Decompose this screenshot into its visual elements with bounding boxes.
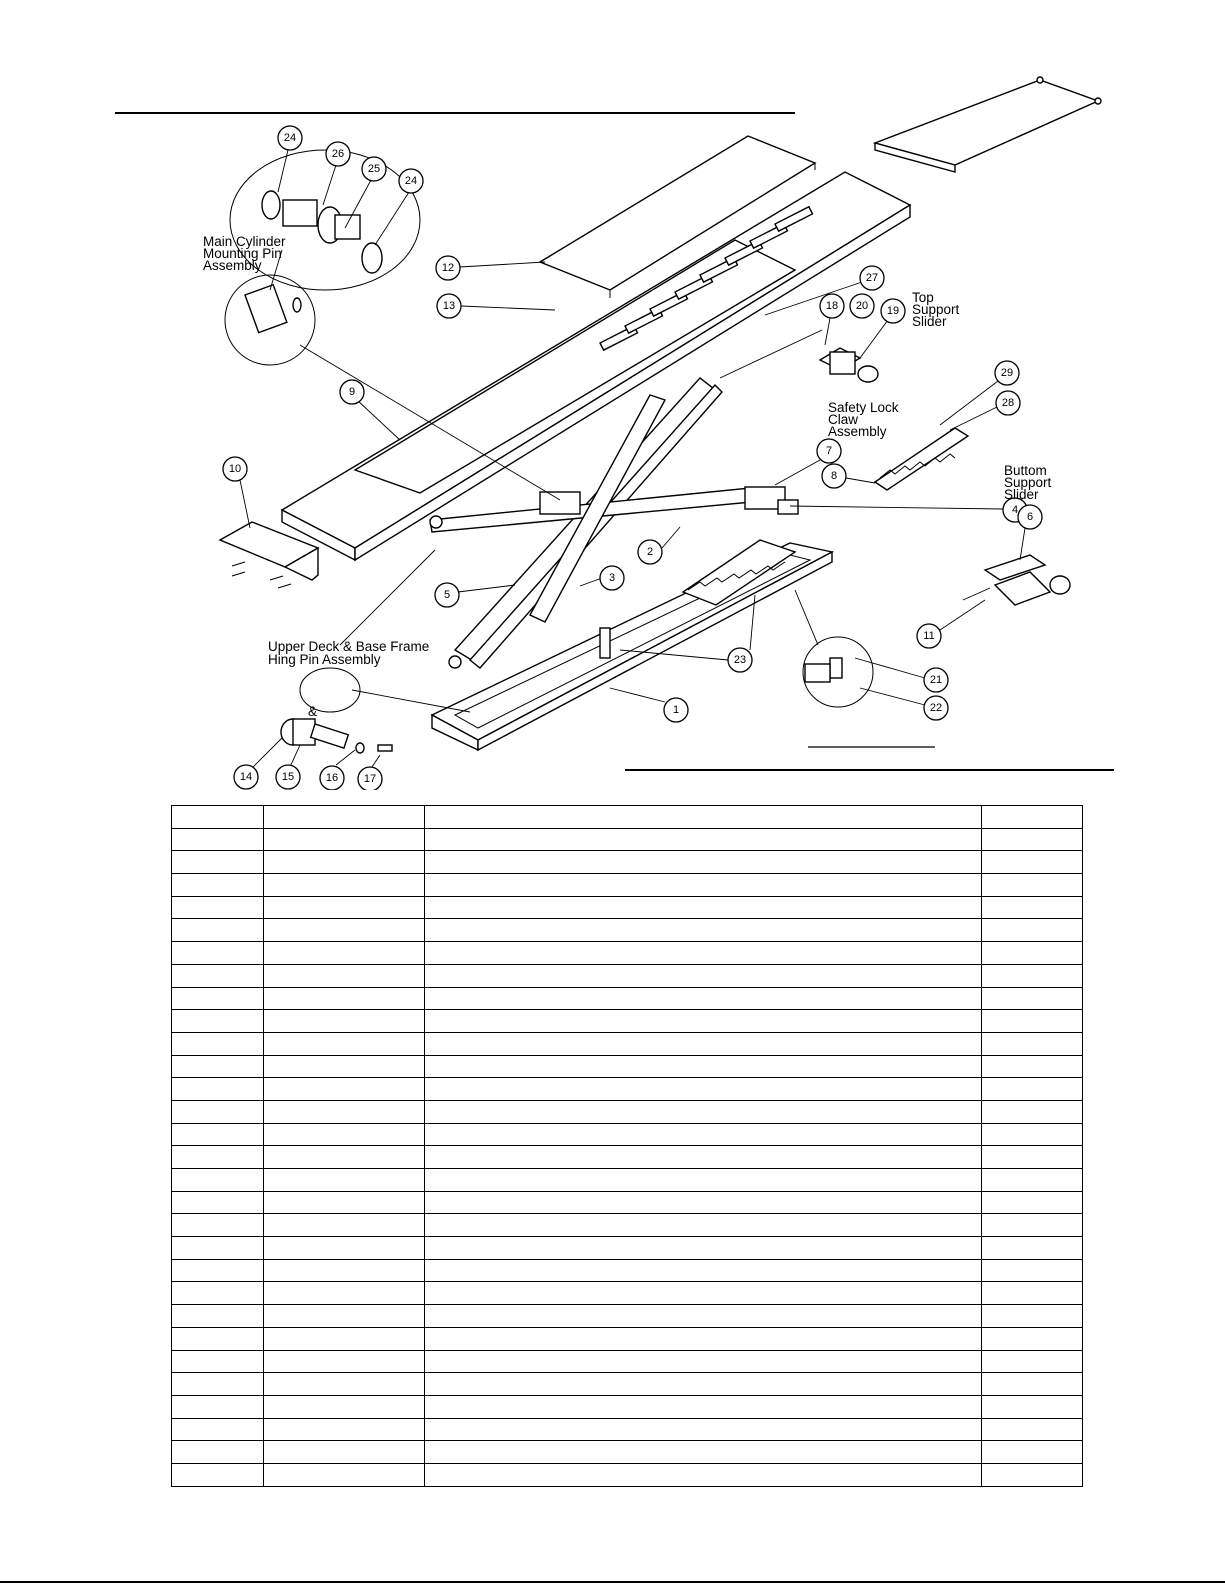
callout-3 bbox=[580, 566, 624, 590]
parts-list-table bbox=[171, 805, 1083, 1487]
svg-text:25: 25 bbox=[367, 163, 381, 175]
table-cell bbox=[172, 896, 264, 919]
table-cell bbox=[982, 1123, 1083, 1146]
table-cell bbox=[172, 806, 264, 829]
table-cell bbox=[982, 1373, 1083, 1396]
svg-text:12: 12 bbox=[441, 262, 455, 274]
svg-text:Slider: Slider bbox=[912, 314, 947, 329]
table-row bbox=[172, 828, 1083, 851]
table-cell bbox=[172, 1032, 264, 1055]
table-cell bbox=[982, 1169, 1083, 1192]
table-row bbox=[172, 874, 1083, 897]
table-cell bbox=[982, 987, 1083, 1010]
table-cell bbox=[982, 1282, 1083, 1305]
callout-28 bbox=[950, 391, 1020, 430]
table-cell bbox=[982, 1350, 1083, 1373]
svg-text:4: 4 bbox=[1011, 504, 1019, 516]
svg-text:3: 3 bbox=[608, 572, 616, 584]
table-cell bbox=[425, 1237, 982, 1260]
callout-8 bbox=[822, 464, 875, 488]
table-cell bbox=[172, 1055, 264, 1078]
svg-text:Assembly: Assembly bbox=[828, 424, 887, 439]
svg-text:9: 9 bbox=[348, 386, 356, 398]
table-cell bbox=[172, 1441, 264, 1464]
svg-text:27: 27 bbox=[865, 272, 879, 284]
exploded-parts-diagram bbox=[0, 0, 1225, 790]
callout-24b bbox=[375, 169, 423, 245]
table-cell bbox=[425, 896, 982, 919]
callout-14 bbox=[234, 738, 282, 789]
table-cell bbox=[264, 1146, 425, 1169]
table-cell bbox=[172, 1327, 264, 1350]
callout-21 bbox=[855, 658, 948, 692]
callout-22 bbox=[860, 688, 948, 720]
table-cell bbox=[982, 874, 1083, 897]
svg-text:2: 2 bbox=[646, 546, 654, 558]
callout-4 bbox=[790, 498, 1027, 522]
svg-text:Hing Pin Assembly: Hing Pin Assembly bbox=[268, 652, 381, 667]
table-cell bbox=[982, 1032, 1083, 1055]
callout-16 bbox=[320, 750, 355, 790]
table-row bbox=[172, 1146, 1083, 1169]
table-row bbox=[172, 1305, 1083, 1328]
svg-text:18: 18 bbox=[825, 300, 839, 312]
table-cell bbox=[982, 919, 1083, 942]
table-cell bbox=[425, 1191, 982, 1214]
label-bottom-support bbox=[1004, 463, 1052, 502]
table-row bbox=[172, 919, 1083, 942]
table-cell bbox=[172, 964, 264, 987]
table-cell bbox=[425, 1169, 982, 1192]
svg-text:15: 15 bbox=[281, 771, 295, 783]
table-cell bbox=[264, 1191, 425, 1214]
table-row bbox=[172, 1373, 1083, 1396]
svg-text:Top: Top bbox=[912, 290, 934, 305]
svg-text:17: 17 bbox=[363, 773, 377, 785]
table-cell bbox=[264, 1100, 425, 1123]
table-cell bbox=[172, 828, 264, 851]
label-hinge-pin bbox=[268, 639, 429, 667]
svg-text:22: 22 bbox=[929, 702, 943, 714]
table-cell bbox=[425, 1078, 982, 1101]
table-cell bbox=[982, 851, 1083, 874]
table-cell bbox=[264, 1327, 425, 1350]
table-cell bbox=[264, 942, 425, 965]
table-cell bbox=[172, 1146, 264, 1169]
table-row bbox=[172, 1214, 1083, 1237]
table-row bbox=[172, 1418, 1083, 1441]
callout-18 bbox=[820, 294, 844, 345]
table-cell bbox=[264, 1373, 425, 1396]
svg-text:24: 24 bbox=[283, 132, 297, 144]
table-cell bbox=[425, 1123, 982, 1146]
table-cell bbox=[982, 828, 1083, 851]
table-cell bbox=[172, 1305, 264, 1328]
table-cell bbox=[425, 1214, 982, 1237]
table-cell bbox=[425, 1305, 982, 1328]
svg-text:Main Cylinder: Main Cylinder bbox=[203, 234, 286, 249]
table-cell bbox=[425, 987, 982, 1010]
bottom-support-slider bbox=[985, 555, 1070, 605]
svg-text:Buttom: Buttom bbox=[1004, 463, 1047, 478]
svg-text:Slider: Slider bbox=[1004, 487, 1039, 502]
table-cell bbox=[172, 1259, 264, 1282]
pin-detail bbox=[803, 637, 873, 707]
table-cell bbox=[264, 1350, 425, 1373]
table-cell bbox=[264, 1055, 425, 1078]
table-row bbox=[172, 806, 1083, 829]
table-cell bbox=[264, 1078, 425, 1101]
table-row bbox=[172, 1078, 1083, 1101]
callout-2 bbox=[638, 527, 680, 564]
svg-text:6: 6 bbox=[1026, 511, 1034, 523]
table-cell bbox=[982, 1214, 1083, 1237]
table-cell bbox=[172, 851, 264, 874]
svg-text:26: 26 bbox=[331, 148, 345, 160]
table-cell bbox=[264, 851, 425, 874]
table-cell bbox=[172, 1395, 264, 1418]
table-cell bbox=[264, 1032, 425, 1055]
svg-text:20: 20 bbox=[855, 300, 869, 312]
callout-25 bbox=[345, 157, 386, 228]
table-cell bbox=[264, 987, 425, 1010]
callout-13 bbox=[437, 294, 555, 318]
table-cell bbox=[264, 1282, 425, 1305]
table-row bbox=[172, 1463, 1083, 1486]
table-cell bbox=[982, 806, 1083, 829]
table-cell bbox=[172, 1214, 264, 1237]
table-cell bbox=[982, 942, 1083, 965]
table-cell bbox=[425, 1327, 982, 1350]
label-top-support bbox=[912, 290, 960, 329]
table-cell bbox=[172, 1350, 264, 1373]
hinge-pin-assembly bbox=[281, 668, 392, 753]
callout-9 bbox=[340, 380, 400, 440]
table-cell bbox=[264, 1441, 425, 1464]
table-cell bbox=[172, 1463, 264, 1486]
table-cell bbox=[982, 1418, 1083, 1441]
svg-text:14: 14 bbox=[239, 771, 253, 783]
table-cell bbox=[264, 1463, 425, 1486]
table-row bbox=[172, 1169, 1083, 1192]
table-cell bbox=[172, 1169, 264, 1192]
svg-text:8: 8 bbox=[830, 470, 838, 482]
callout-10 bbox=[223, 457, 250, 528]
table-row bbox=[172, 1282, 1083, 1305]
svg-text:10: 10 bbox=[228, 463, 242, 475]
table-cell bbox=[425, 851, 982, 874]
table-cell bbox=[425, 964, 982, 987]
table-row bbox=[172, 1100, 1083, 1123]
top-support-slider bbox=[820, 348, 878, 382]
table-cell bbox=[425, 919, 982, 942]
table-cell bbox=[172, 1282, 264, 1305]
table-row bbox=[172, 964, 1083, 987]
table-cell bbox=[264, 806, 425, 829]
table-cell bbox=[264, 1214, 425, 1237]
svg-text:Safety Lock: Safety Lock bbox=[828, 400, 899, 415]
table-cell bbox=[264, 896, 425, 919]
svg-text:28: 28 bbox=[1001, 397, 1015, 409]
table-cell bbox=[264, 828, 425, 851]
callout-6 bbox=[1018, 505, 1042, 560]
table-cell bbox=[172, 942, 264, 965]
table-cell bbox=[982, 1055, 1083, 1078]
table-cell bbox=[172, 1418, 264, 1441]
table-row bbox=[172, 1123, 1083, 1146]
label-main-cylinder bbox=[203, 234, 286, 273]
callout-26 bbox=[323, 142, 350, 205]
table-cell bbox=[982, 1146, 1083, 1169]
table-cell bbox=[425, 1418, 982, 1441]
svg-text:Assembly: Assembly bbox=[203, 258, 262, 273]
table-row bbox=[172, 896, 1083, 919]
svg-text:7: 7 bbox=[825, 445, 833, 457]
svg-text:11: 11 bbox=[923, 630, 935, 642]
table-cell bbox=[425, 1282, 982, 1305]
table-cell bbox=[425, 1010, 982, 1033]
table-cell bbox=[172, 1237, 264, 1260]
svg-text:Mounting Pin: Mounting Pin bbox=[203, 246, 282, 261]
table-cell bbox=[172, 1373, 264, 1396]
table-row bbox=[172, 1010, 1083, 1033]
table-row bbox=[172, 1395, 1083, 1418]
svg-text:1: 1 bbox=[672, 704, 680, 716]
callout-24a bbox=[278, 126, 302, 192]
table-cell bbox=[425, 1441, 982, 1464]
svg-text:29: 29 bbox=[1000, 367, 1014, 379]
table-cell bbox=[172, 1010, 264, 1033]
svg-text:21: 21 bbox=[929, 674, 943, 686]
safety-lock-strip bbox=[875, 428, 968, 490]
table-cell bbox=[982, 1327, 1083, 1350]
table-cell bbox=[172, 1191, 264, 1214]
callout-20 bbox=[850, 294, 874, 318]
table-cell bbox=[425, 874, 982, 897]
table-cell bbox=[264, 1418, 425, 1441]
table-cell bbox=[264, 964, 425, 987]
table-cell bbox=[425, 1032, 982, 1055]
svg-text:24: 24 bbox=[404, 175, 418, 187]
table-cell bbox=[264, 919, 425, 942]
table-row bbox=[172, 1327, 1083, 1350]
table-cell bbox=[982, 1010, 1083, 1033]
callout-11 bbox=[917, 600, 985, 648]
table-row bbox=[172, 942, 1083, 965]
svg-text:13: 13 bbox=[442, 300, 456, 312]
table-cell bbox=[172, 919, 264, 942]
table-cell bbox=[425, 1146, 982, 1169]
table-cell bbox=[172, 1100, 264, 1123]
callout-12 bbox=[436, 256, 545, 280]
table-row bbox=[172, 1191, 1083, 1214]
parts-table-body bbox=[172, 806, 1083, 1487]
table-row bbox=[172, 987, 1083, 1010]
table-cell bbox=[425, 1100, 982, 1123]
table-cell bbox=[982, 1237, 1083, 1260]
table-cell bbox=[264, 1123, 425, 1146]
callout-17 bbox=[358, 755, 382, 790]
table-cell bbox=[425, 828, 982, 851]
table-cell bbox=[982, 964, 1083, 987]
table-cell bbox=[264, 1010, 425, 1033]
svg-text:19: 19 bbox=[886, 305, 900, 317]
table-cell bbox=[425, 1259, 982, 1282]
table-cell bbox=[264, 874, 425, 897]
table-cell bbox=[982, 1078, 1083, 1101]
table-cell bbox=[425, 1373, 982, 1396]
table-cell bbox=[982, 1395, 1083, 1418]
svg-text:5: 5 bbox=[443, 589, 451, 601]
table-cell bbox=[425, 1055, 982, 1078]
table-cell bbox=[982, 1259, 1083, 1282]
table-cell bbox=[982, 1441, 1083, 1464]
bottom-rule bbox=[0, 1581, 1225, 1583]
table-cell bbox=[982, 896, 1083, 919]
svg-text:16: 16 bbox=[325, 772, 339, 784]
table-row bbox=[172, 1055, 1083, 1078]
svg-text:Claw: Claw bbox=[828, 412, 859, 427]
table-row bbox=[172, 1237, 1083, 1260]
table-row bbox=[172, 1032, 1083, 1055]
ramp bbox=[875, 77, 1101, 172]
label-safety-lock bbox=[828, 400, 899, 439]
svg-text:Support: Support bbox=[1004, 475, 1052, 490]
table-cell bbox=[172, 1123, 264, 1146]
table-row bbox=[172, 1350, 1083, 1373]
table-cell bbox=[425, 1463, 982, 1486]
table-row bbox=[172, 851, 1083, 874]
table-cell bbox=[425, 806, 982, 829]
claw-parts bbox=[745, 487, 798, 514]
table-cell bbox=[982, 1100, 1083, 1123]
table-cell bbox=[264, 1395, 425, 1418]
svg-text:Upper Deck & Base Frame: Upper Deck & Base Frame bbox=[268, 639, 430, 654]
svg-text:23: 23 bbox=[733, 654, 747, 666]
table-cell bbox=[982, 1305, 1083, 1328]
table-cell bbox=[172, 874, 264, 897]
table-row bbox=[172, 1259, 1083, 1282]
table-cell bbox=[264, 1237, 425, 1260]
table-cell bbox=[264, 1259, 425, 1282]
label-ampersand: & bbox=[308, 704, 318, 719]
table-cell bbox=[264, 1305, 425, 1328]
table-row bbox=[172, 1441, 1083, 1464]
table-cell bbox=[425, 942, 982, 965]
table-cell bbox=[172, 1078, 264, 1101]
table-cell bbox=[172, 987, 264, 1010]
callout-1 bbox=[610, 688, 688, 722]
table-cell bbox=[425, 1350, 982, 1373]
table-cell bbox=[982, 1191, 1083, 1214]
svg-text:Support: Support bbox=[912, 302, 960, 317]
table-cell bbox=[982, 1463, 1083, 1486]
callout-15 bbox=[276, 745, 300, 789]
table-cell bbox=[264, 1169, 425, 1192]
table-cell bbox=[425, 1395, 982, 1418]
